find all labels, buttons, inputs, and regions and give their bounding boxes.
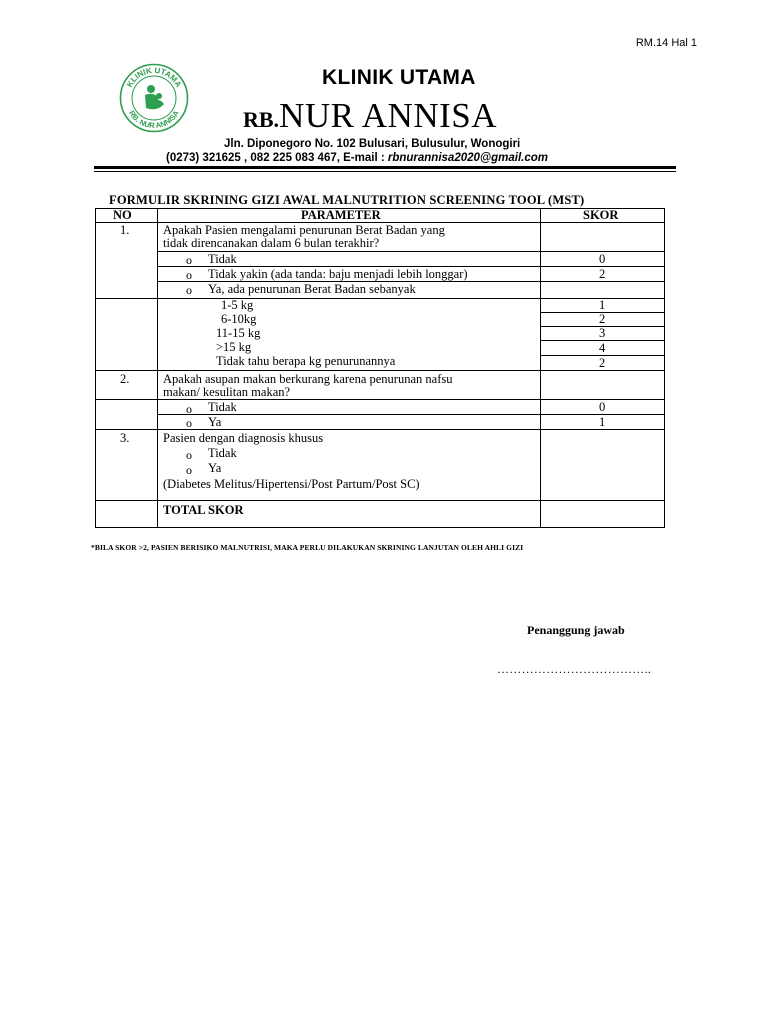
weight-loss-label: 11-15 kg	[216, 326, 261, 340]
clinic-address: Jln. Diponegoro No. 102 Bulusari, Bulusulur, Wonogiri	[224, 138, 521, 150]
weight-loss-label: Tidak tahu berapa kg penurunannya	[216, 354, 396, 368]
q1-text-line2: tidak direncanakan dalam 6 bulan terakhir?	[163, 236, 380, 250]
q1-option-score: 2	[599, 267, 606, 281]
q1-option-bullet: o	[186, 268, 192, 282]
q3-option-label: Tidak	[208, 446, 237, 460]
q3-number: 3.	[120, 431, 130, 445]
clinic-phone: (0273) 321625 , 082 225 083 467, E-mail :	[166, 152, 388, 164]
clinic-prefix: RB.	[243, 107, 280, 132]
weight-loss-score: 1	[599, 298, 606, 312]
logo-bottom-text: RB. NUR ANNISA	[127, 108, 181, 131]
q3-note: (Diabetes Melitus/Hipertensi/Post Partum/Post SC)	[163, 477, 420, 491]
q2-text-line1: Apakah asupan makan berkurang karena penurunan nafsu	[163, 372, 453, 386]
q3-option-label: Ya	[208, 461, 222, 475]
col-header-parameter: PARAMETER	[301, 208, 381, 222]
q1-option-bullet: o	[186, 253, 192, 267]
weight-loss-label: 1-5 kg	[221, 298, 254, 312]
document-code: RM.14 Hal 1	[635, 37, 697, 49]
weight-loss-score: 2	[599, 312, 606, 326]
clinic-email: rbnurannisa2020@gmail.com	[387, 152, 548, 164]
q2-text-line2: makan/ kesulitan makan?	[163, 385, 291, 399]
weight-loss-label: >15 kg	[216, 340, 252, 354]
q3-option-bullet: o	[186, 463, 192, 477]
q2-option-label: Tidak	[208, 400, 237, 414]
q1-option-label: Ya, ada penurunan Berat Badan sebanyak	[208, 282, 416, 296]
weight-loss-label: 6-10kg	[221, 312, 257, 326]
q1-number: 1.	[120, 223, 130, 237]
q2-option-bullet: o	[186, 402, 192, 416]
weight-loss-score: 2	[599, 356, 606, 370]
q3-option-bullet: o	[186, 448, 192, 462]
q1-option-label: Tidak	[208, 252, 237, 266]
q3-text: Pasien dengan diagnosis khusus	[163, 431, 324, 445]
q2-option-bullet: o	[186, 416, 192, 430]
q1-option-label: Tidak yakin (ada tanda: baju menjadi lebih longgar)	[208, 267, 468, 281]
screening-footnote: *BILA SKOR >2, PASIEN BERISIKO MALNUTRISI, MAKA PERLU DILAKUKAN SKRINING LANJUTAN OLEH AHLI GIZI	[91, 543, 524, 552]
weight-loss-score: 4	[599, 341, 606, 355]
clinic-name: NUR ANNISA	[279, 96, 498, 135]
clinic-type: KLINIK UTAMA	[322, 66, 476, 89]
q2-number: 2.	[120, 372, 130, 386]
q2-option-label: Ya	[208, 415, 222, 429]
total-score-label: TOTAL SKOR	[163, 503, 244, 517]
weight-loss-score: 3	[599, 326, 606, 340]
q1-option-bullet: o	[186, 283, 192, 297]
q1-option-score: 0	[599, 252, 606, 266]
q1-text-line1: Apakah Pasien mengalami penurunan Berat Badan yang	[163, 223, 445, 237]
signature-line[interactable]: ………………………………..	[497, 662, 652, 676]
q2-option-score: 1	[599, 415, 606, 429]
signature-label: Penanggung jawab	[527, 623, 625, 637]
col-header-score: SKOR	[583, 208, 619, 222]
q2-option-score: 0	[599, 400, 606, 414]
logo-top-text: KLINIK UTAMA	[124, 65, 184, 89]
form-title: FORMULIR SKRINING GIZI AWAL MALNUTRITION SCREENING TOOL (MST)	[109, 193, 585, 207]
total-score-field[interactable]	[541, 501, 664, 527]
col-header-no: NO	[113, 208, 132, 222]
